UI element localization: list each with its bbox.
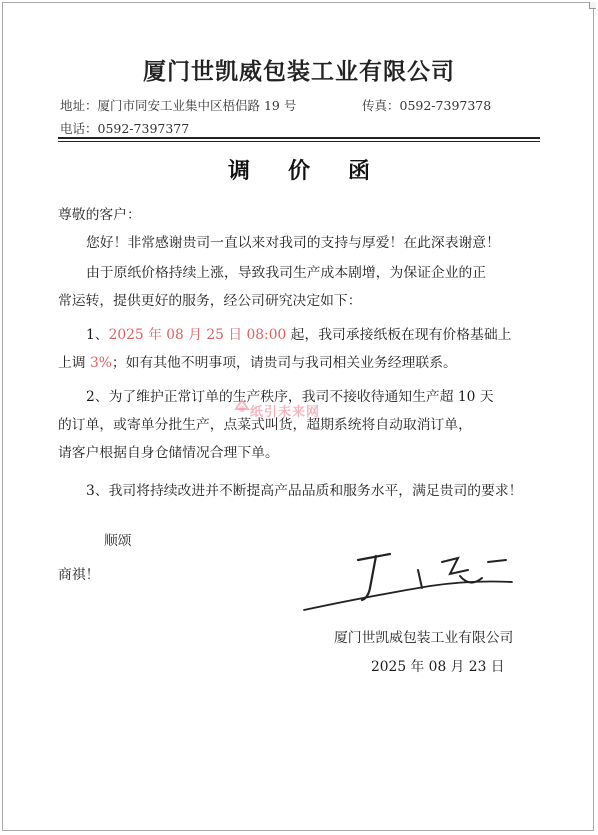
paragraph-thanks: 您好！非常感谢贵司一直以来对我司的支持与厚爱！在此深表谢意！	[86, 235, 500, 251]
item-1-line1	[58, 322, 542, 348]
paragraph-reason-line1: 由于原纸价格持续上涨，导致我司生产成本剧增，为保证企业的正	[86, 265, 487, 281]
item-2-line3: 请客户根据自身仓储情况合理下单。	[58, 445, 279, 461]
item-1-text-b: 上调	[58, 355, 90, 371]
item-1-text-c: ；如有其他不明事项，请贵司与我司相关业务经理联系。	[111, 355, 457, 371]
watermark-logo-icon	[233, 397, 251, 415]
signoff-date: 2025 年 08 月 23 日	[371, 659, 505, 675]
handwritten-signature	[300, 548, 530, 618]
item-1-text-a: 起，我司承接纸板在现有价格基础上	[286, 327, 512, 343]
paragraph-reason-line2: 常运转，提供更好的服务，经公司研究决定如下：	[58, 293, 362, 309]
item-1-percent: 3%	[89, 355, 112, 371]
item-1-line2	[58, 350, 542, 376]
company-fax: 传真：0592-7397378	[362, 98, 492, 113]
company-letterhead-title: 厦门世凯威包装工业有限公司	[143, 59, 455, 85]
company-phone: 电话：0592-7397377	[60, 121, 190, 136]
item-2-line2: 的订单，或寄单分批生产，点菜式叫货，超期系统将自动取消订单，	[58, 417, 472, 433]
watermark-text: 纸引未来网	[250, 405, 321, 420]
item-3: 3、我司将持续改进并不断提高产品品质和服务水平，满足贵司的要求！	[86, 483, 523, 499]
item-1-effective-date: 2025 年 08 月 25 日 08:00	[108, 327, 287, 343]
item-2-line1: 2、为了维护正常订单的生产秩序，我司不接收待通知生产超 10 天	[86, 389, 494, 405]
document-title: 调价函	[227, 159, 408, 184]
greeting: 尊敬的客户：	[58, 207, 141, 223]
closing-wishes: 商祺！	[58, 567, 100, 583]
signoff-company: 厦门世凯威包装工业有限公司	[334, 630, 514, 646]
letterhead-divider-thick	[58, 137, 540, 139]
item-1-number: 1、	[86, 327, 109, 343]
closing-salutation: 顺颂	[104, 533, 132, 549]
company-address: 地址：厦门市同安工业集中区梧侣路 19 号	[60, 98, 297, 113]
letterhead-divider-thin	[58, 141, 540, 142]
page-corner-marker	[589, 2, 596, 9]
